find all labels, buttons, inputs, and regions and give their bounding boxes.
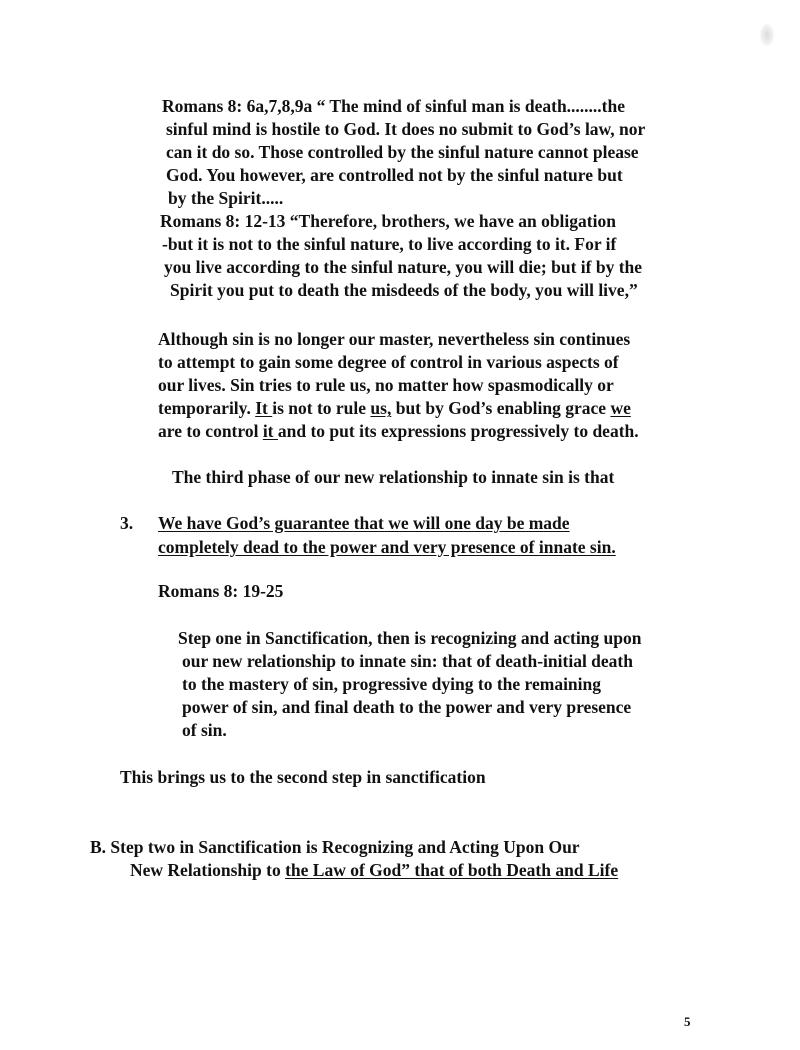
text-line: Although sin is no longer our master, nevertheless sin continues	[158, 329, 631, 349]
text-line: can it do so. Those controlled by the sinful nature cannot please	[166, 142, 639, 162]
brings-us-line: This brings us to the second step in sanctification	[120, 767, 486, 787]
text-line: God. You however, are controlled not by the sinful nature but	[166, 165, 623, 185]
text-line: our lives. Sin tries to rule us, no matter how spasmodically or	[158, 375, 614, 395]
text-line: Step one in Sanctification, then is recognizing and acting upon	[178, 628, 642, 648]
page-number: 5	[684, 1014, 691, 1029]
text-line: -but it is not to the sinful nature, to live according to it. For if	[162, 234, 617, 254]
text-run: and to put its expressions progressively to death.	[277, 421, 639, 441]
underlined-it: It	[255, 398, 273, 418]
text-line: sinful mind is hostile to God. It does no submit to God’s law, nor	[166, 119, 646, 139]
text-line: Romans 8: 12-13 “Therefore, brothers, we have an obligation	[160, 211, 616, 231]
text-line: power of sin, and final death to the power and very presence	[182, 697, 632, 717]
text-line	[158, 420, 639, 442]
text-line	[158, 397, 631, 419]
section-b-heading-line-2	[130, 859, 618, 881]
third-phase-line: The third phase of our new relationship to innate sin is that	[172, 467, 615, 487]
text-line: you live according to the sinful nature, you will die; but if by the	[164, 257, 643, 277]
point-number: 3.	[120, 513, 134, 533]
text-run: New Relationship to	[130, 860, 286, 880]
underlined-we: we	[610, 398, 631, 418]
underlined-it: it	[262, 421, 278, 441]
text-line: of sin.	[182, 720, 227, 740]
point-3-line: completely dead to the power and very presence of innate sin.	[158, 537, 616, 557]
text-line: our new relationship to innate sin: that of death-initial death	[182, 651, 633, 671]
text-line: by the Spirit.....	[168, 188, 284, 208]
text-run: temporarily.	[158, 398, 256, 418]
scan-smudge	[760, 24, 774, 46]
text-line: Romans 8: 6a,7,8,9a “ The mind of sinful man is death........the	[162, 96, 625, 116]
text-line: to attempt to gain some degree of control in various aspects of	[158, 352, 619, 372]
underlined-us: us,	[370, 398, 392, 418]
text-run: is not to rule	[272, 398, 371, 418]
text-line: to the mastery of sin, progressive dying to the remaining	[182, 674, 602, 694]
point-3-line: We have God’s guarantee that we will one day be made	[158, 513, 570, 533]
underlined-law-of-god: the Law of God” that of both Death and Life	[285, 860, 619, 880]
text-line: Spirit you put to death the misdeeds of the body, you will live,”	[170, 280, 638, 300]
text-run: but by God’s enabling grace	[391, 398, 611, 418]
text-run: are to control	[158, 421, 263, 441]
section-b-heading: B. Step two in Sanctification is Recognizing and Acting Upon Our	[90, 837, 580, 857]
romans-8-19-reference: Romans 8: 19-25	[158, 581, 284, 601]
